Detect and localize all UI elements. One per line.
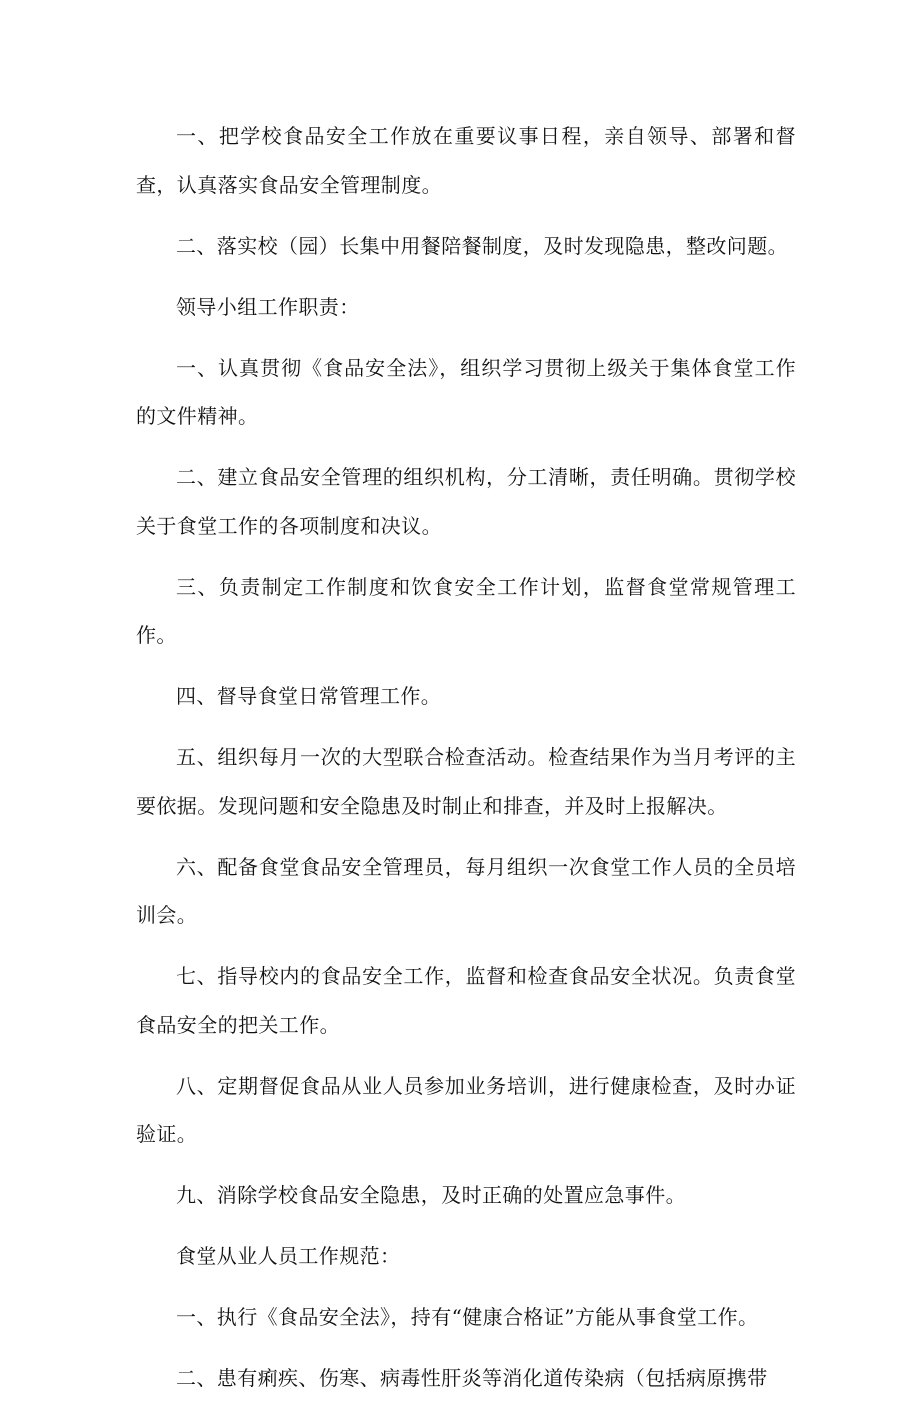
paragraph-8: 五、组织每月一次的大型联合检查活动。检查结果作为当月考评的主要依据。发现问题和安全隐患及时制止和排查，并及时上报解决。 [136, 745, 796, 818]
paragraph-1: 一、把学校食品安全工作放在重要议事日程，亲自领导、部署和督查，认真落实食品安全管理制度。 [136, 124, 796, 197]
section-heading-staff-norms: 食堂从业人员工作规范： [176, 1244, 401, 1268]
paragraph-7: 四、督导食堂日常管理工作。 [176, 684, 442, 708]
paragraph-6: 三、负责制定工作制度和饮食安全工作计划，监督食堂常规管理工作。 [136, 574, 796, 647]
paragraph-15: 二、患有痢疾、伤寒、病毒性肝炎等消化道传染病（包括病原携带 [176, 1366, 768, 1390]
paragraph-10: 七、指导校内的食品安全工作，监督和检查食品安全状况。负责食堂食品安全的把关工作。 [136, 964, 796, 1037]
section-heading-leadership-duties: 领导小组工作职责： [176, 294, 360, 319]
paragraph-2: 二、落实校（园）长集中用餐陪餐制度，及时发现隐患，整改问题。 [176, 233, 788, 258]
paragraph-11: 八、定期督促食品从业人员参加业务培训，进行健康检查，及时办证验证。 [136, 1073, 796, 1146]
paragraph-9: 六、配备食堂食品安全管理员，每月组织一次食堂工作人员的全员培训会。 [136, 854, 796, 927]
document-body [136, 112, 796, 1415]
paragraph-14: 一、执行《食品安全法》，持有“健康合格证”方能从事食堂工作。 [176, 1305, 759, 1329]
paragraph-4: 一、认真贯彻《食品安全法》，组织学习贯彻上级关于集体食堂工作的文件精神。 [136, 355, 796, 428]
paragraph-12: 九、消除学校食品安全隐患，及时正确的处置应急事件。 [176, 1183, 686, 1207]
paragraph-5: 二、建立食品安全管理的组织机构，分工清晰，责任明确。贯彻学校关于食堂工作的各项制度和决议。 [136, 465, 796, 538]
